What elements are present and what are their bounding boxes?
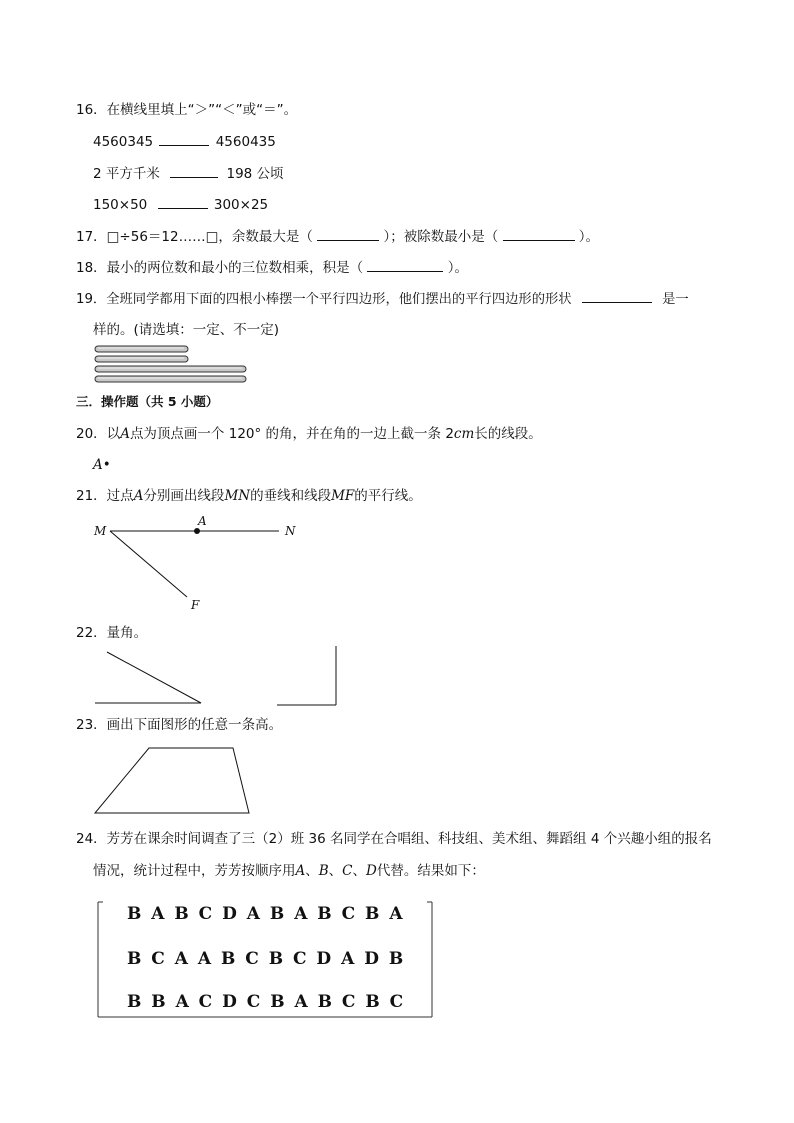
q24-sep3: 、 [352, 863, 367, 879]
q23: 23．画出下面图形的任意一条高。 [76, 717, 283, 733]
q16-row1-right: 4560435 [215, 134, 276, 150]
q21-text-d: 的平行线。 [354, 488, 422, 504]
q20-unit: cm [453, 426, 475, 442]
q16-row2-left: 2 平方千米 [93, 166, 160, 182]
q24-text-a: 情况，统计过程中，芳芳按顺序用 [93, 863, 296, 879]
label-a: A [198, 514, 207, 528]
q24-letter-d: D [366, 863, 377, 879]
q20-text-c: 长的线段。 [474, 426, 542, 442]
q21-p: A [133, 488, 144, 504]
q16-row1-left: 4560345 [93, 134, 154, 150]
q17-text-c: ）。 [578, 229, 600, 245]
q19-text-b: 是一 [662, 292, 689, 307]
label-m: M [94, 524, 107, 538]
q24-line2 [93, 862, 485, 880]
q24-line1: 24．芳芳在课余时间调查了三（2）班 36 名同学在合唱组、科技组、美术组、舞蹈组 4 个兴趣小组的报名 [76, 831, 712, 847]
q24-text-b: 代替。结果如下： [376, 863, 485, 879]
q21-text-a: 21．过点 [76, 488, 134, 504]
q24-sep2: 、 [328, 863, 343, 879]
survey-row-1: B A B C D A B A B C B A [127, 904, 405, 924]
q17-text-a: 17．□÷56＝12……□，余数最大是（ [76, 229, 313, 245]
q20-point-a[interactable]: A• [93, 457, 111, 473]
q24-letter-c: C [342, 863, 353, 879]
q16-row2-right: 198 公顷 [226, 166, 284, 182]
label-n: N [285, 524, 296, 538]
q18-text-b: ）。 [447, 260, 469, 276]
section3-title: 三．操作题（共 5 小题） [76, 394, 219, 409]
q21-seg1: MN [224, 488, 251, 504]
q20-text-b: 点为顶点画一个 120° 的角，并在角的一边上截一条 2 [129, 426, 454, 442]
q17-text-b: ）；被除数最小是（ [383, 229, 499, 245]
survey-row-2: B C A A B C B C D A D B [127, 949, 406, 969]
q24-sep1: 、 [305, 863, 319, 879]
q20-text-a: 20．以 [76, 426, 121, 442]
survey-row-3: B B A C D C B A B C B C [127, 992, 406, 1012]
q20-point: A [120, 426, 130, 442]
q21-text-b: 分别画出线段 [143, 488, 225, 504]
q18-text-a: 18．最小的两位数和最小的三位数相乘，积是（ [76, 260, 364, 276]
q21-text-c: 的垂线和线段 [250, 488, 332, 504]
q19-line2: 样的。(请选填：一定、不一定) [93, 322, 280, 338]
q24-letter-a: A [295, 863, 306, 879]
survey-results-box [97, 900, 433, 1018]
q19-text-a: 19．全班同学都用下面的四根小棒摆一个平行四边形，他们摆出的平行四边形的形状 [76, 292, 572, 307]
q21-seg2: MF [331, 488, 355, 504]
q16-title: 16．在横线里填上“＞”“＜”或“＝”。 [76, 102, 298, 118]
q16-row3-left: 150×50 [93, 197, 148, 213]
q22: 22．量角。 [76, 625, 148, 641]
q16-row3-right: 300×25 [213, 197, 269, 213]
q24-letter-b: B [318, 863, 329, 879]
label-f: F [191, 598, 200, 612]
